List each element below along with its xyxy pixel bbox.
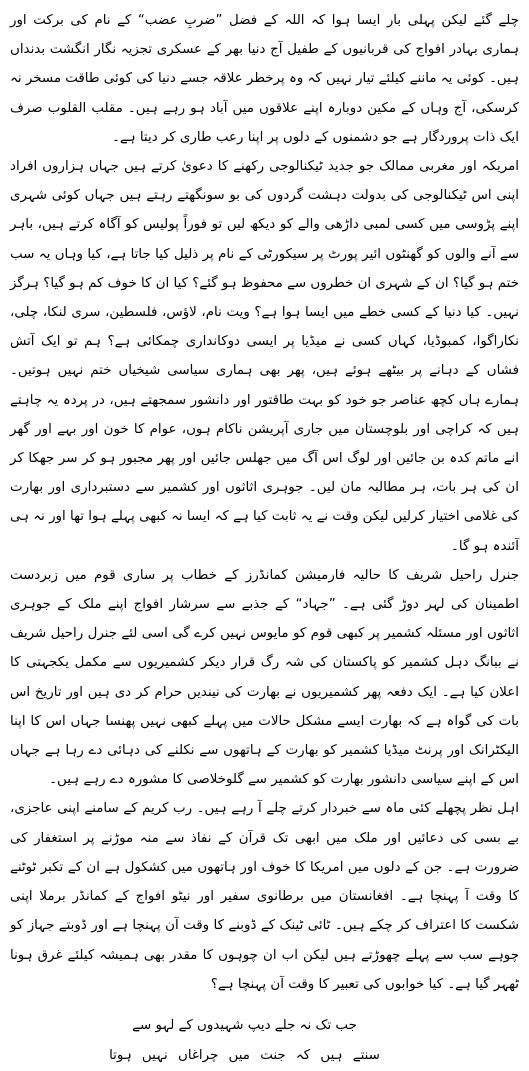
article-paragraph-4: اہل نظر پچھلے کئی ماہ سے خبردار کرتے چلے آ رہے ہیں۔ رب کریم کے سامنے اپنی عاجزی، بے بسی کی دعائیں اور ملک میں ابھی تک قرآن کے نفاذ سے منہ موڑنے پر استغفار کی ضرورت ہے۔ جن کے دلوں میں امریکا کا خوف اور ہاتھوں میں کشکول ہے ان کے تکبر ٹوٹنے کا وقت آ پہنچا ہے۔ افغانستان میں برطانوی سفیر اور نیٹو افواج کے کمانڈر برملا اپنی شکست کا اعتراف کر چکے ہیں۔ ٹائی ٹینک کے ڈوبنے کا وقت آن پہنچا ہے اور ڈوبتے جہاز کو چوہے سب سے پہلے چھوڑتے ہیں لیکن اب ان چوہوں کا مقدر بھی ہمیشہ کیلئے غرق ہونا ٹھہر گیا ہے۔ کیا خوابوں کی تعبیر کا وقت آن پہنچا ہے؟ <box>10 801 519 992</box>
closing-couplet <box>10 1011 519 1071</box>
couplet-line-1: جب تک نہ جلے دیپ شہیدوں کے لہو سے <box>132 1017 357 1033</box>
article-paragraph-2: امریکہ اور مغربی ممالک جو جدید ٹیکنالوجی رکھنے کا دعویٰ کرتے ہیں جہاں ہزاروں افراد اپنی اس ٹیکنالوجی کی بدولت دہشت گردوں کی بو سونگھتے رہتے ہیں جہاں کوئی شہری اپنے پڑوسی میں کسی لمبی داڑھی والے کو دیکھ لیں تو فوراً پولیس کو آگاہ کرتے ہیں، باہر سے آنے والوں کو گھنٹوں ائیر پورٹ پر سیکورٹی کے نام پر ذلیل کیا جاتا ہے، کیا وہاں یہ سب ختم ہو گیا؟ ان کے شہری ان خطروں سے محفوظ ہو گئے؟ کیا ان کا خوف کم ہو گیا؟ ہرگز نہیں۔ کیا دنیا کے کسی خطے میں ایسا ہوا ہے؟ ویت نام، لاؤس، فلسطین، سری لنکا، چلی، نکاراگوا، کمبوڈیا، کہاں کسی نے میڈیا پر ایسی دوکانداری چمکائی ہے؟ ہم تو ایک آتش فشاں کے دہانے پر بیٹھے ہوئے ہیں، پھر بھی ہماری سیاسی شیخیاں ختم نہیں ہوتیں۔ ہمارے ہاں کچھ عناصر جو خود کو بہت طاقتور اور دانشور سمجھتے ہیں، در پردہ یہ چاہتے ہیں کہ کراچی اور بلوچستان میں جاری آپریشن ناکام ہوں، عوام کا خون اور بہے اور گھر انے ماتم کدہ بن جائیں اور لوگ اس آگ میں جھلس جائیں اور پھر مجبور ہو کر سر جھکا کر ان کی ہر بات، ہر مطالبہ مان لیں۔ جوہری اثاثوں اور کشمیر سے دستبرداری اور بھارت کی غلامی اختیار کرلیں لیکن وقت نے یہ ثابت کیا ہے کہ ایسا نہ کبھی پہلے ہوا تھا اور نہ ہی آئندہ ہو گا۔ <box>9 159 519 554</box>
article-paragraph-1: چلے گئے لیکن پہلی بار ایسا ہوا کہ اللہ کے فضل ”ضربِ عضب“ کے نام کی برکت اور ہماری بہادر افواج کی قربانیوں کے طفیل آج دنیا بھر کے عسکری تجزیہ نگار انگشت بدنداں ہیں۔ کوئی یہ ماننے کیلئے تیار نہیں کہ وہ پرخطر علاقہ جسے دنیا کی کوئی طاقت مسخر نہ کرسکی، آج وہاں کے مکین دوبارہ اپنے علاقوں میں آباد ہو رہے ہیں۔ مقلب القلوب صرف ایک ذات پروردگار ہے جو دشمنوں کے دلوں پر اپنا رعب طاری کر دیتا ہے۔ <box>10 13 519 145</box>
couplet-line-2: سنتے ہیں کہ جنت میں چراغاں نہیں ہوتا <box>109 1047 380 1063</box>
article-paragraph-3: جنرل راحیل شریف کا حالیہ فارمیشن کمانڈرز کے خطاب پر ساری قوم میں زبردست اطمینان کی لہر دوڑ گئی ہے۔ ”جہاد“ کے جذبے سے سرشار افواج اپنے ملک کے جوہری اثاثوں اور مسئلہ کشمیر پر کبھی قوم کو مایوس نہیں کرے گی اسی لئے جنرل راحیل شریف نے ببانگ دہل کشمیر کو پاکستان کی شہ رگ قرار دیکر کشمیریوں سے مکمل یکجہتی کا اعلان کیا ہے۔ ایک دفعہ پھر کشمیریوں نے بھارت کی نیندیں حرام کر دی ہیں اور تاریخ اس بات کی گواہ ہے کہ بھارت ایسے مشکل حالات میں پہلے کبھی نہیں پھنسا جہاں اس کا اپنا الیکٹرانک اور پرنٹ میڈیا کشمیر کو بھارت کے ہاتھوں سے نکلنے کی دہائی دے رہا ہے جہاں اس کے اپنے سیاسی دانشور بھارت کو کشمیر سے گلوخلاصی کا مشورہ دے رہے ہیں۔ <box>10 567 519 788</box>
article-page <box>9 6 519 1063</box>
